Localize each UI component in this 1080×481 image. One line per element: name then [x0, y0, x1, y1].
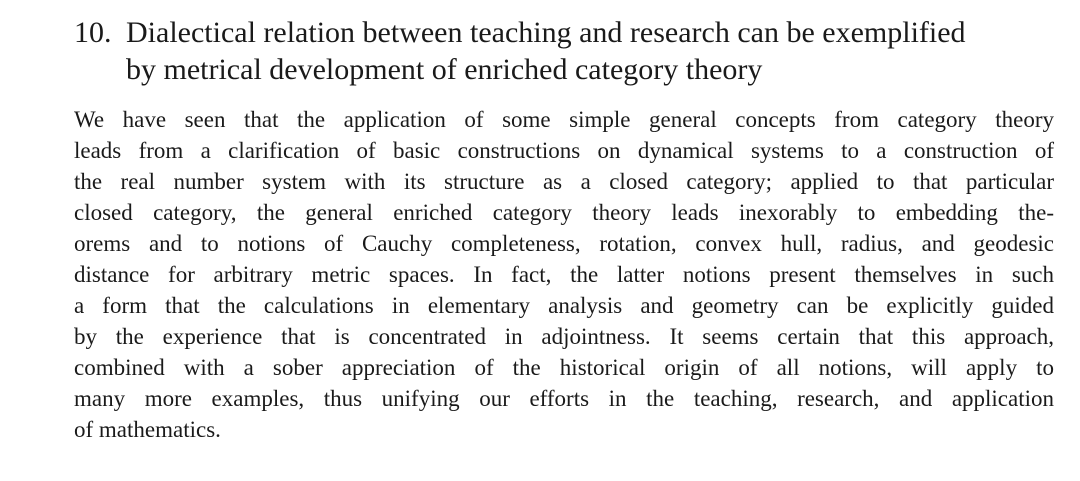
section-title-line: Dialectical relation between teaching and research can be exemplified [126, 16, 966, 49]
paragraph-line: leads from a clarification of basic constructions on dynamical systems to a construction of [74, 138, 1054, 163]
section-title-line: by metrical development of enriched category theory [126, 53, 763, 86]
paragraph-line: by the experience that is concentrated in adjointness. It seems certain that this approach, [74, 324, 1054, 349]
section-title [126, 14, 1054, 88]
paragraph-line: combined with a sober appreciation of the historical origin of all notions, will apply to [74, 355, 1054, 380]
section [74, 14, 1054, 445]
paragraph-line: many more examples, thus unifying our efforts in the teaching, research, and application [74, 386, 1054, 411]
paragraph-line: closed category, the general enriched category theory leads inexorably to embedding the- [74, 200, 1054, 225]
section-number: 10. [74, 16, 112, 49]
paragraph-line: orems and to notions of Cauchy completeness, rotation, convex hull, radius, and geodesic [74, 231, 1054, 256]
section-heading [74, 14, 1054, 88]
paragraph-line: the real number system with its structure as a closed category; applied to that particular [74, 169, 1054, 194]
section-paragraph [74, 104, 1054, 445]
paragraph-line: a form that the calculations in elementary analysis and geometry can be explicitly guided [74, 293, 1054, 318]
paragraph-line: We have seen that the application of some simple general concepts from category theory [74, 107, 1054, 132]
paragraph-line: distance for arbitrary metric spaces. In fact, the latter notions present themselves in such [74, 262, 1054, 287]
paragraph-line: of mathematics. [74, 417, 221, 442]
